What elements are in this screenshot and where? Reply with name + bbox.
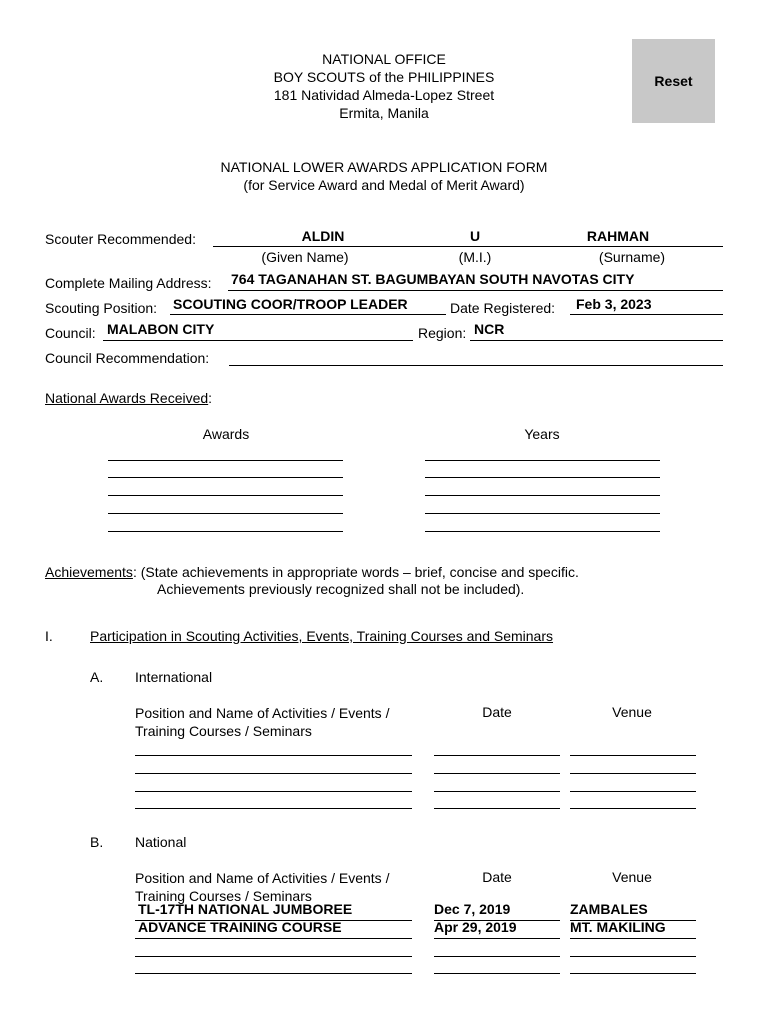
- address-field[interactable]: 764 TAGANAHAN ST. BAGUMBAYAN SOUTH NAVOTAS CITY: [231, 271, 635, 287]
- intl-date-line[interactable]: [434, 755, 560, 756]
- natl-venue-line: [570, 973, 696, 974]
- surname-caption: (Surname): [598, 249, 666, 265]
- years-column-header: Years: [524, 426, 560, 442]
- national-awards-colon: :: [208, 390, 213, 406]
- national-awards-heading-text: National Awards Received: [45, 390, 209, 406]
- natl-venue-field-1[interactable]: ZAMBALES: [570, 901, 648, 917]
- achievements-text-1: : (State achievements in appropriate words – brief, concise and specific.: [132, 564, 579, 580]
- sub-a-letter: A.: [90, 669, 104, 685]
- sub-b-position-header-1: Position and Name of Activities / Events /: [135, 870, 390, 886]
- position-field[interactable]: SCOUTING COOR/TROOP LEADER: [173, 296, 408, 312]
- scouter-label: Scouter Recommended:: [45, 231, 196, 247]
- header-line-3: 181 Natividad Almeda-Lopez Street: [273, 87, 495, 103]
- section-title: Participation in Scouting Activities, Events, Training Courses and Seminars: [90, 628, 554, 644]
- intl-venue-line[interactable]: [570, 808, 696, 809]
- award-line[interactable]: [108, 513, 343, 514]
- scouter-name-line: [213, 246, 723, 247]
- council-field[interactable]: MALABON CITY: [107, 321, 215, 337]
- given-name-field[interactable]: ALDIN: [301, 228, 345, 244]
- achievements-text-2: Achievements previously recognized shall not be included).: [157, 581, 525, 597]
- award-line[interactable]: [108, 495, 343, 496]
- region-line: [470, 340, 723, 341]
- section-numeral: I.: [45, 628, 53, 644]
- sub-b-venue-header: Venue: [612, 869, 652, 885]
- sub-a-position-header-2: Training Courses / Seminars: [135, 723, 312, 739]
- header-line-1: NATIONAL OFFICE: [322, 51, 446, 67]
- address-line: [228, 290, 723, 291]
- natl-activity-line: [135, 956, 412, 957]
- sub-a-position-header: [135, 704, 389, 740]
- intl-date-line[interactable]: [434, 808, 560, 809]
- natl-date-line: [434, 938, 560, 939]
- council-recommendation-line[interactable]: [229, 365, 723, 366]
- council-label: Council:: [45, 325, 96, 341]
- surname-field[interactable]: RAHMAN: [586, 228, 650, 244]
- year-line[interactable]: [425, 531, 660, 532]
- award-line[interactable]: [108, 477, 343, 478]
- date-registered-line: [570, 314, 723, 315]
- natl-activity-line: [135, 973, 412, 974]
- natl-date-line: [434, 956, 560, 957]
- region-field[interactable]: NCR: [474, 321, 505, 337]
- mi-caption: (M.I.): [458, 249, 492, 265]
- sub-b-date-header: Date: [482, 869, 512, 885]
- form-subtitle: (for Service Award and Medal of Merit Award): [243, 177, 525, 193]
- date-registered-field[interactable]: Feb 3, 2023: [576, 296, 652, 312]
- sub-a-position-header-1: Position and Name of Activities / Events /: [135, 705, 390, 721]
- sub-a-venue-header: Venue: [612, 704, 652, 720]
- natl-venue-line: [570, 956, 696, 957]
- given-name-caption: (Given Name): [261, 249, 349, 265]
- region-label: Region:: [418, 325, 467, 341]
- intl-date-line[interactable]: [434, 791, 560, 792]
- intl-activity-line[interactable]: [135, 773, 412, 774]
- form-title: NATIONAL LOWER AWARDS APPLICATION FORM: [220, 159, 548, 175]
- natl-activity-line: [135, 938, 412, 939]
- year-line[interactable]: [425, 495, 660, 496]
- awards-column-header: Awards: [202, 426, 250, 442]
- award-line[interactable]: [108, 460, 343, 461]
- council-line: [103, 340, 413, 341]
- natl-date-line: [434, 973, 560, 974]
- mi-field[interactable]: U: [469, 228, 481, 244]
- intl-venue-line[interactable]: [570, 773, 696, 774]
- intl-venue-line[interactable]: [570, 791, 696, 792]
- header-line-2: BOY SCOUTS of the PHILIPPINES: [273, 69, 495, 85]
- year-line[interactable]: [425, 460, 660, 461]
- sub-b-letter: B.: [90, 834, 104, 850]
- natl-activity-field-2[interactable]: ADVANCE TRAINING COURSE: [138, 919, 342, 935]
- intl-activity-line[interactable]: [135, 755, 412, 756]
- reset-button[interactable]: Reset: [632, 39, 715, 123]
- sub-b-title: National: [135, 834, 187, 850]
- intl-activity-line[interactable]: [135, 808, 412, 809]
- header-line-4: Ermita, Manila: [339, 105, 429, 121]
- natl-date-field-1[interactable]: Dec 7, 2019: [434, 901, 511, 917]
- award-line[interactable]: [108, 531, 343, 532]
- sub-a-date-header: Date: [482, 704, 512, 720]
- sub-b-position-header: [135, 869, 389, 905]
- natl-venue-line: [570, 938, 696, 939]
- sub-b-position-header-2: Training Courses / Seminars: [135, 888, 312, 904]
- intl-venue-line[interactable]: [570, 755, 696, 756]
- intl-activity-line[interactable]: [135, 791, 412, 792]
- council-recommendation-label: Council Recommendation:: [45, 350, 210, 366]
- national-awards-heading: [45, 390, 212, 406]
- position-label: Scouting Position:: [45, 300, 158, 316]
- form-title-block: [134, 158, 634, 194]
- office-header: [234, 50, 534, 122]
- natl-date-field-2[interactable]: Apr 29, 2019: [434, 919, 517, 935]
- natl-venue-field-2[interactable]: MT. MAKILING: [570, 919, 666, 935]
- intl-date-line[interactable]: [434, 773, 560, 774]
- position-line: [170, 314, 446, 315]
- natl-activity-field-1[interactable]: TL-17TH NATIONAL JUMBOREE: [138, 901, 353, 917]
- achievements-line-1: [45, 564, 579, 580]
- year-line[interactable]: [425, 477, 660, 478]
- year-line[interactable]: [425, 513, 660, 514]
- sub-a-title: International: [135, 669, 213, 685]
- date-registered-label: Date Registered:: [450, 300, 556, 316]
- achievements-heading: Achievements: [45, 564, 133, 580]
- address-label: Complete Mailing Address:: [45, 275, 212, 291]
